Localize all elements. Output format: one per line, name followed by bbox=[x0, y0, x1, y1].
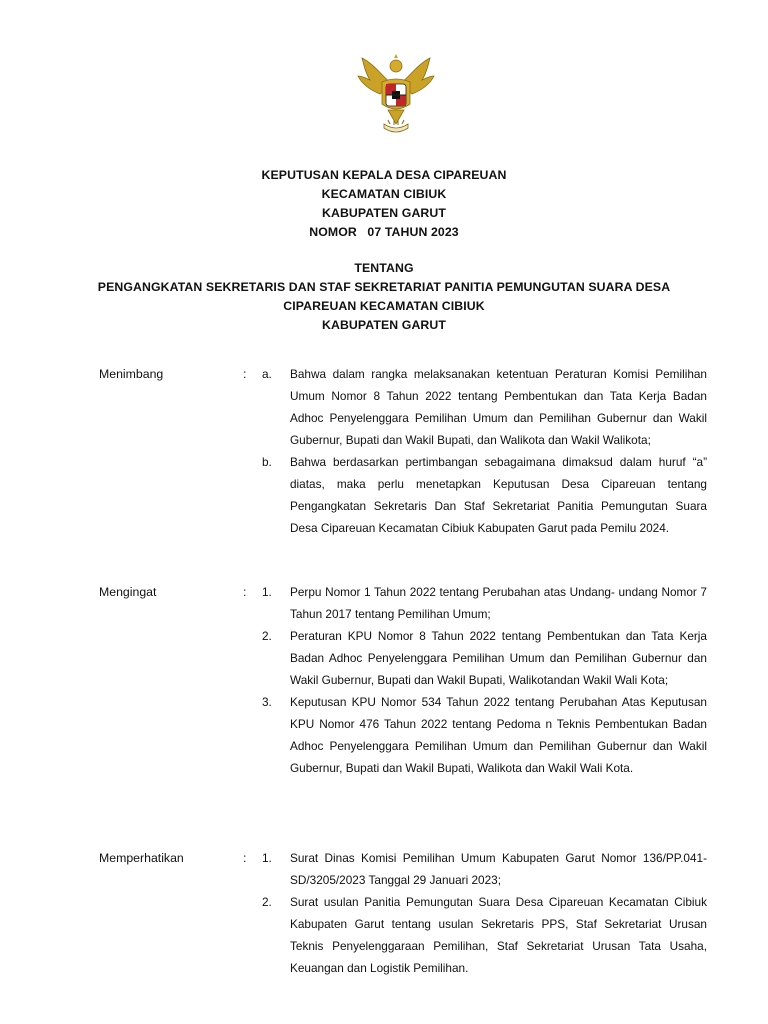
title-line: KECAMATAN CIBIUK bbox=[321, 187, 447, 201]
subject-line: CIPAREUAN KECAMATAN CIBIUK bbox=[283, 299, 485, 313]
section-label-mengingat: Mengingat bbox=[99, 585, 157, 599]
item-marker: 1. bbox=[262, 851, 272, 865]
subject-line: KABUPATEN GARUT bbox=[321, 318, 446, 332]
list-item bbox=[262, 451, 707, 539]
list-item bbox=[262, 363, 707, 451]
item-marker: a. bbox=[262, 367, 272, 381]
section-items-menimbang bbox=[262, 363, 707, 539]
subject-line: TENTANG bbox=[354, 261, 414, 275]
subject-line: PENGANGKATAN SEKRETARIS DAN STAF SEKRETARIAT PANITIA PEMUNGUTAN SUARA DESA bbox=[97, 280, 671, 294]
list-item bbox=[262, 691, 707, 779]
item-marker: 1. bbox=[262, 585, 272, 599]
section-items-mengingat bbox=[262, 581, 707, 779]
decree-number: NOMOR 07 TAHUN 2023 bbox=[309, 225, 459, 239]
section-items-memperhatikan bbox=[262, 847, 707, 979]
item-text: Surat usulan Panitia Pemungutan Suara Desa Cipareuan Kecamatan Cibiuk Kabupaten Garut tentang usulan Sekretaris PPS, Staf Sekretariat Urusan Teknis Penyelenggaraan Pemilihan, Staf Sekretariat Urusan Tata Usaha, Keuangan dan Logistik Pemilihan. bbox=[290, 895, 707, 975]
section-colon: : bbox=[243, 367, 247, 381]
title-line: KABUPATEN GARUT bbox=[321, 206, 446, 220]
item-text: Bahwa dalam rangka melaksanakan ketentuan Peraturan Komisi Pemilihan Umum Nomor 8 Tahun 2022 tentang Pembentukan dan Tata Kerja Badan Adhoc Penyelenggara Pemilihan Umum dan Pemilihan Gubernur dan Wakil Gubernur, Bupati dan Wakil Bupati, dan Walikota dan Wakil Walikota; bbox=[290, 367, 707, 447]
decree-subject bbox=[0, 259, 768, 335]
item-text: Bahwa berdasarkan pertimbangan sebagaimana dimaksud dalam huruf “a” diatas, maka perlu menetapkan Keputusan Desa Cipareuan tentang Pengangkatan Sekretaris Dan Staf Sekretariat Panitia Pemungutan Suara Desa Cipareuan Kecamatan Cibiuk Kabupaten Garut pada Pemilu 2024. bbox=[290, 455, 707, 535]
decree-title bbox=[0, 166, 768, 242]
list-item bbox=[262, 625, 707, 691]
section-label-menimbang: Menimbang bbox=[99, 367, 164, 381]
item-text: Keputusan KPU Nomor 534 Tahun 2022 tentang Perubahan Atas Keputusan KPU Nomor 476 Tahun 2022 tentang Pedoma n Teknis Pembentukan Badan Adhoc Penyelenggara Pemilihan Umum dan Pemilihan Gubernur dan Wakil Gubernur, Bupati dan Wakil Bupati, Walikota dan Wakil Wali Kota. bbox=[290, 695, 707, 775]
section-colon: : bbox=[243, 851, 247, 865]
list-item bbox=[262, 891, 707, 979]
garuda-emblem-icon bbox=[352, 54, 440, 136]
list-item bbox=[262, 581, 707, 625]
list-item bbox=[262, 847, 707, 891]
section-colon: : bbox=[243, 585, 247, 599]
item-text: Peraturan KPU Nomor 8 Tahun 2022 tentang Pembentukan dan Tata Kerja Badan Adhoc Penyelenggara Pemilihan Umum dan Pemilihan Gubernur dan Wakil Gubernur, Bupati dan Wakil Bupati, Walikotandan Wakil Wali Kota; bbox=[290, 629, 707, 687]
item-marker: 3. bbox=[262, 695, 272, 709]
section-label-memperhatikan: Memperhatikan bbox=[99, 851, 184, 865]
item-text: Surat Dinas Komisi Pemilihan Umum Kabupaten Garut Nomor 136/PP.041-SD/3205/2023 Tanggal 29 Januari 2023; bbox=[290, 851, 707, 887]
title-line: KEPUTUSAN KEPALA DESA CIPAREUAN bbox=[261, 168, 507, 182]
item-text: Perpu Nomor 1 Tahun 2022 tentang Perubahan atas Undang- undang Nomor 7 Tahun 2017 tentang Pemilihan Umum; bbox=[290, 585, 707, 621]
item-marker: 2. bbox=[262, 895, 272, 909]
item-marker: 2. bbox=[262, 629, 272, 643]
item-marker: b. bbox=[262, 455, 272, 469]
